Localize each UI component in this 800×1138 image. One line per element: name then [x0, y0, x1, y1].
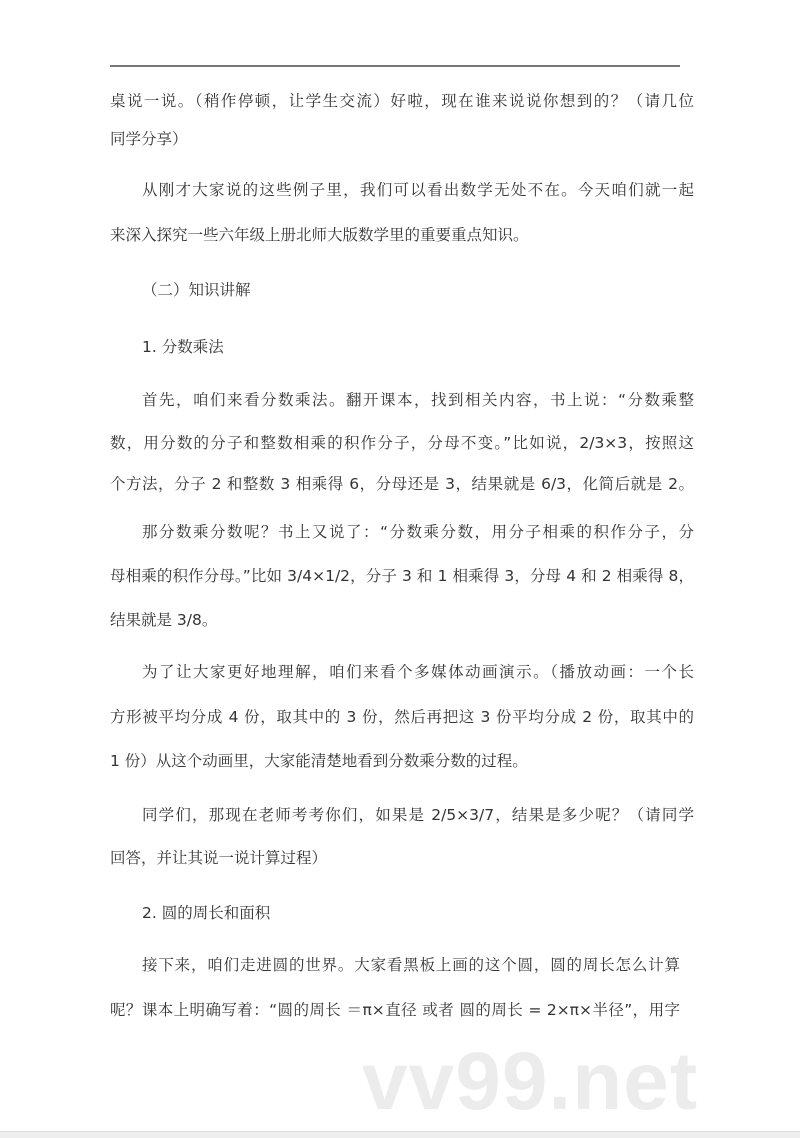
- section-heading: （二）知识讲解: [142, 281, 251, 299]
- text-line: 回答，并让其说一说计算过程）: [110, 849, 328, 867]
- text-line: 母相乘的积作分母。”比如 3/4×1/2，分子 3 和 1 相乘得 3，分母 4 和 2 相乘得 8，: [110, 567, 694, 585]
- text-line: 接下来，咱们走进圆的世界。大家看黑板上画的这个圆，圆的周长怎么计算: [142, 956, 680, 974]
- text-line: 个方法，分子 2 和整数 3 相乘得 6，分母还是 3，结果就是 6/3，化简后就是 2。: [110, 475, 694, 493]
- text-line: 同学们，那现在老师考考你们，如果是 2/5×3/7，结果是多少呢？（请同学: [142, 806, 694, 824]
- subsection-heading: 1. 分数乘法: [142, 338, 224, 356]
- text-line: 结果就是 3/8。: [110, 611, 218, 629]
- text-line: 那分数乘分数呢？书上又说了：“分数乘分数，用分子相乘的积作分子，分: [142, 523, 694, 541]
- text-line: 方形被平均分成 4 份，取其中的 3 份，然后再把这 3 份平均分成 2 份，取其中的: [110, 708, 694, 726]
- text-line: 从刚才大家说的这些例子里，我们可以看出数学无处不在。今天咱们就一起: [142, 181, 694, 199]
- text-line: 桌说一说。（稍作停顿，让学生交流）好啦，现在谁来说说你想到的？（请几位: [110, 92, 694, 110]
- text-line: 为了让大家更好地理解，咱们来看个多媒体动画演示。（播放动画：一个长: [142, 663, 694, 681]
- subsection-heading: 2. 圆的周长和面积: [142, 904, 271, 922]
- text-line: 数，用分数的分子和整数相乘的积作分子，分母不变。”比如说，2/3×3，按照这: [110, 434, 694, 452]
- text-line: 来深入探究一些六年级上册北师大版数学里的重要重点知识。: [110, 226, 529, 244]
- text-line: 首先，咱们来看分数乘法。翻开课本，找到相关内容，书上说：“分数乘整: [142, 391, 694, 409]
- text-line: 1 份）从这个动画里，大家能清楚地看到分数乘分数的过程。: [110, 752, 528, 770]
- watermark: vv99.net: [362, 1036, 699, 1127]
- text-line: 同学分享）: [110, 130, 188, 148]
- header-rule: [110, 65, 680, 67]
- text-line: 呢？课本上明确写着：“圆的周长 ＝π×直径 或者 圆的周长 = 2×π×半径”，用字: [110, 1001, 680, 1019]
